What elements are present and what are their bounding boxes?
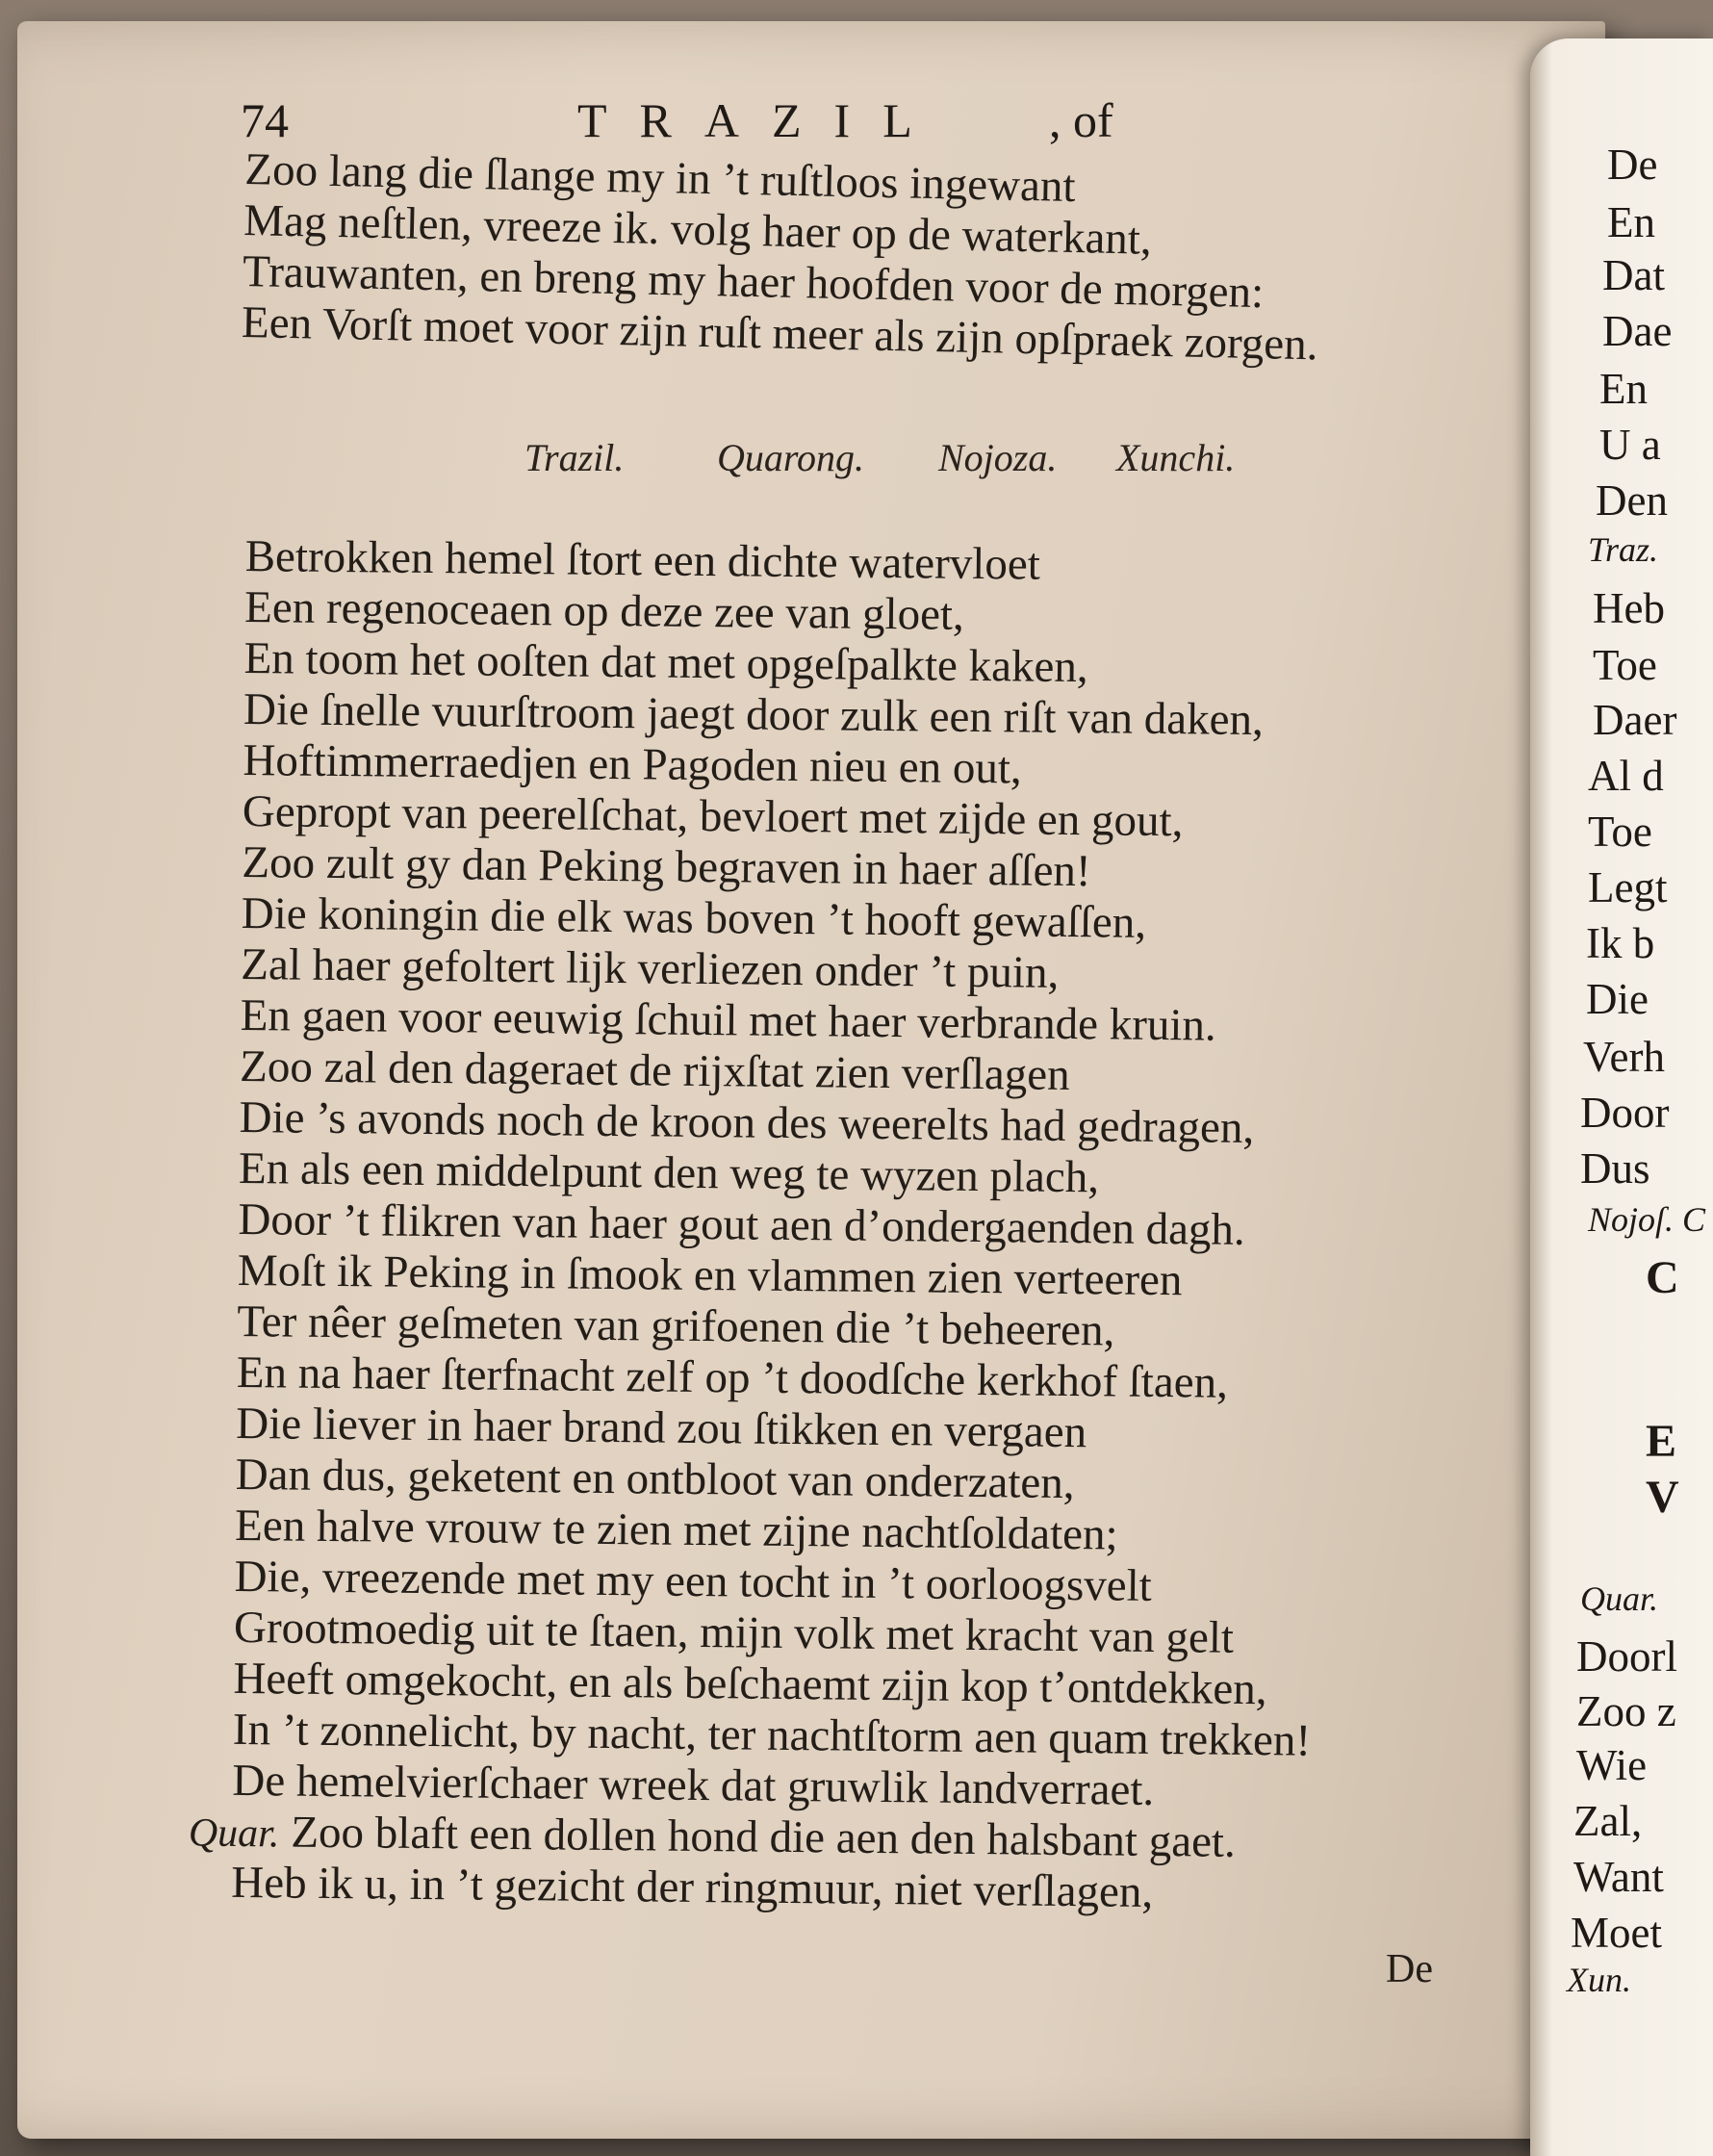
verse-text: Hoftimmerraedjen en Pagoden nieu en out,	[243, 734, 1022, 794]
running-title-tail: , of	[1049, 93, 1113, 147]
facing-page-fragment: De	[1607, 141, 1658, 189]
facing-page	[1530, 38, 1713, 2156]
verse-text: En toom het ooſten dat met opgeſpalkte kaken,	[243, 632, 1088, 693]
facing-page-fragment: Quar.	[1580, 1579, 1659, 1618]
verse-text: Heeft omgekocht, en als beſchaemt zijn kop t’ontdekken,	[233, 1653, 1267, 1715]
verse-text: In ’t zonnelicht, by nacht, ter nachtſtorm aen quam trekken!	[232, 1704, 1312, 1766]
verse-text: Die, vreezende met my een tocht in ’t oorloogsvelt	[234, 1551, 1153, 1611]
verse-text: En gaen voor eeuwig ſchuil met haer verbrande kruin.	[240, 989, 1216, 1051]
speaker-name: Trazil.	[524, 436, 625, 479]
verse-text: Die liever in haer brand zou ſtikken en vergaen	[236, 1398, 1087, 1458]
facing-page-fragment: En	[1599, 365, 1648, 413]
verse-text: Moſt ik Peking in ſmook en vlammen zien verteeren	[237, 1245, 1183, 1306]
facing-page-fragment: Daer	[1593, 696, 1677, 744]
facing-page-fragment: Xun.	[1567, 1961, 1631, 1999]
facing-page-fragment: Heb	[1593, 584, 1665, 632]
speaker-name: Xunchi.	[1116, 436, 1236, 479]
verse-text: Zoo blaft een dollen hond die aen den halsbant gaet.	[291, 1807, 1237, 1867]
catchword: De	[1386, 1947, 1433, 1991]
facing-page-fragment: Ik b	[1586, 919, 1655, 967]
verse-text: De hemelvierſchaer wreek dat gruwlik landverraet.	[232, 1755, 1155, 1815]
verse-text: Zoo zult gy dan Peking begraven in haer aſſen!	[242, 836, 1091, 897]
verse-text: Door ’t flikren van haer gout aen d’ondergaenden dagh.	[238, 1194, 1245, 1255]
facing-page-fragment: E	[1646, 1416, 1677, 1467]
facing-page-fragment: Dus	[1580, 1144, 1650, 1193]
facing-page-fragment: Traz.	[1588, 530, 1659, 569]
verse-line: Zoo lang die ſlange my in ’t ruſtloos ingewant	[243, 144, 1077, 213]
facing-page-fragment: Wie	[1576, 1741, 1648, 1789]
facing-page-fragment: Dae	[1602, 307, 1673, 355]
verse-text: Die ’s avonds noch de kroon des weerelts had gedragen,	[239, 1091, 1255, 1154]
verse-text: Ter nêer geſmeten van grifoenen die ’t beheeren,	[237, 1296, 1115, 1356]
facing-page-fragment: Toe	[1588, 808, 1652, 856]
scene-speakers	[524, 435, 1583, 493]
facing-page-fragment: V	[1646, 1472, 1679, 1523]
facing-page-fragment: En	[1607, 198, 1655, 246]
facing-page-fragment: Legt	[1588, 863, 1668, 911]
verse-text: En als een middelpunt den weg te wyzen plach,	[238, 1142, 1100, 1203]
page-number: 74	[241, 93, 289, 147]
verse-text: Heb ik u, in ’t gezicht der ringmuur, niet verſlagen,	[231, 1857, 1154, 1917]
verse-text: Zoo zal den dageraet de rijxſtat zien verſlagen	[239, 1040, 1070, 1101]
verse-text: Zal haer gefoltert lijk verliezen onder ’t puin,	[241, 938, 1060, 998]
verse-line: Een Vorſt moet voor zijn ruſt meer als zijn opſpraek zorgen.	[241, 296, 1319, 371]
facing-page-fragment: Moet	[1571, 1909, 1662, 1957]
verse-text: Een regenoceaen op deze zee van gloet,	[243, 581, 965, 640]
verse-line: Mag neſtlen, vreeze ik. volg haer op de waterkant,	[243, 194, 1153, 265]
facing-page-fragment: Want	[1573, 1853, 1664, 1901]
verse-text: Die ſnelle vuurſtroom jaegt door zulk een riſt van daken,	[243, 683, 1265, 746]
verse-text: Een halve vrouw te zien met zijne nachtſoldaten;	[234, 1500, 1118, 1560]
verse-text: Dan dus, geketent en ontbloot van onderzaten,	[235, 1449, 1075, 1509]
running-title: TRAZIL	[577, 93, 945, 147]
facing-page-fragment: Verh	[1583, 1033, 1665, 1081]
facing-page-fragment: Die	[1586, 975, 1649, 1023]
verse-text: Grootmoedig uit te ſtaen, mijn volk met kracht van gelt	[233, 1602, 1235, 1663]
facing-page-fragment: Doorl	[1576, 1632, 1677, 1681]
verse-text: En na haer ſterfnacht zelf op ’t doodſche kerkhof ſtaen,	[236, 1347, 1229, 1408]
verse-text: Gepropt van peerelſchat, bevloert met zijde en gout,	[242, 785, 1184, 847]
facing-page-fragment: U a	[1599, 421, 1661, 469]
verse-text: Betrokken hemel ſtort een dichte watervloet	[244, 531, 1041, 590]
speaker-cue: Quar.	[188, 1810, 280, 1857]
opening-verse	[242, 144, 1573, 376]
facing-page-fragment: Toe	[1593, 641, 1657, 689]
facing-page-fragment: Zal,	[1573, 1797, 1643, 1845]
facing-page-fragment: Nojoſ. C	[1588, 1200, 1706, 1239]
speaker-name: Quarong.	[717, 436, 864, 479]
facing-page-fragment: Door	[1580, 1089, 1670, 1137]
verse-line: Trauwanten, en breng my haer hoofden voor de morgen:	[242, 245, 1265, 319]
main-verse	[188, 531, 1573, 1922]
speaker-name: Nojoza.	[938, 436, 1058, 479]
facing-page-fragment: C	[1646, 1252, 1679, 1303]
facing-page-fragment: Zoo z	[1576, 1687, 1676, 1735]
verse-text: Die koningin die elk was boven ’t hooft gewaſſen,	[241, 887, 1147, 948]
facing-page-fragment: Dat	[1602, 251, 1665, 299]
facing-page-fragment: Den	[1596, 476, 1668, 525]
facing-page-fragment: Al d	[1588, 752, 1664, 800]
